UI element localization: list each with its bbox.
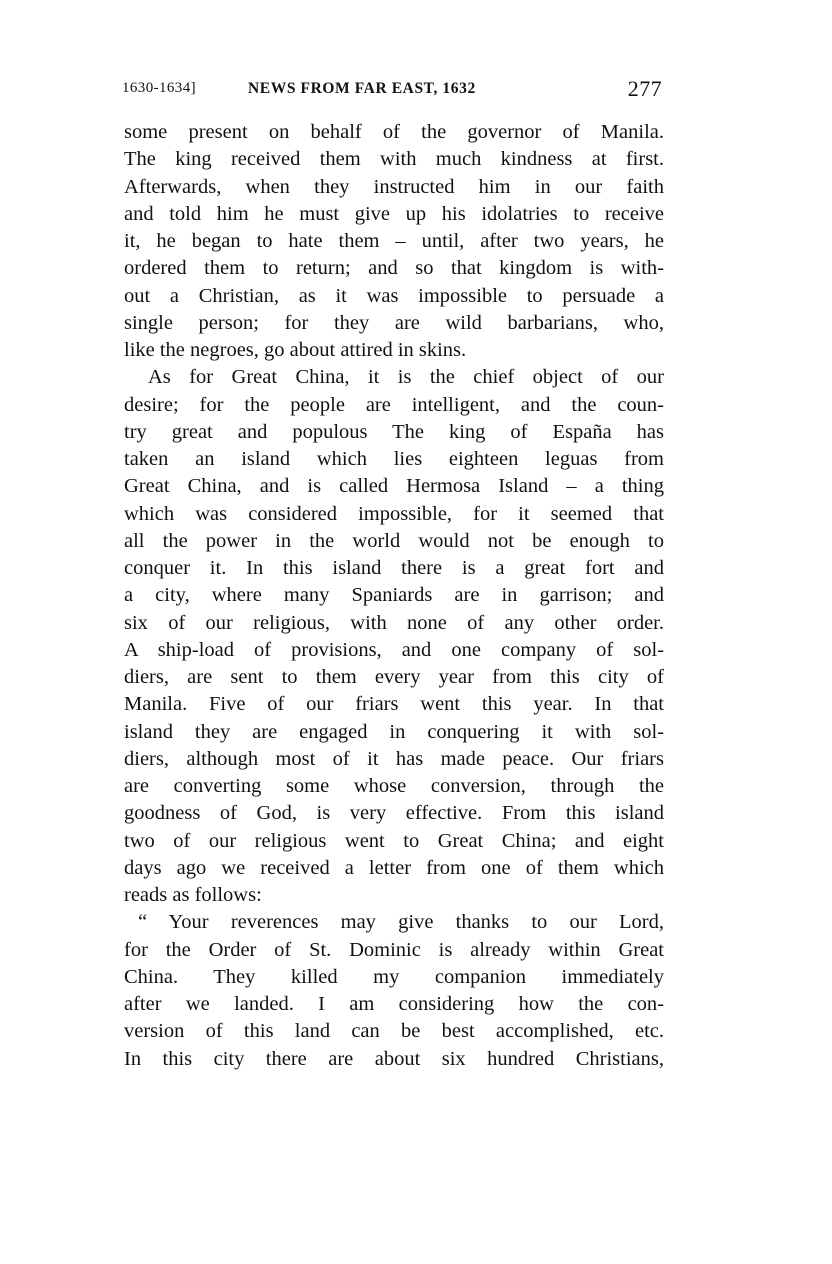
text-line: after we landed. I am considering how the con- bbox=[124, 993, 664, 1015]
text-line: reads as follows: bbox=[124, 884, 262, 906]
text-line: Manila. Five of our friars went this year. In that bbox=[124, 693, 664, 716]
text-line: The king received them with much kindness at first. bbox=[124, 148, 664, 171]
text-line: version of this land can be best accomplished, etc. bbox=[124, 1020, 664, 1043]
text-line: A ship-load of provisions, and one company of sol- bbox=[124, 638, 664, 661]
text-line: which was considered impossible, for it seemed that bbox=[124, 502, 664, 525]
text-line: diers, are sent to them every year from this city of bbox=[124, 666, 664, 688]
running-head bbox=[122, 76, 662, 102]
text-line: six of our religious, with none of any other order. bbox=[124, 611, 664, 634]
text-line: goodness of God, is very effective. From this island bbox=[124, 802, 664, 825]
text-line: and told him he must give up his idolatries to receive bbox=[124, 202, 664, 225]
text-line: desire; for the people are intelligent, and the coun- bbox=[124, 393, 664, 416]
body-text bbox=[124, 119, 664, 1073]
text-line: for the Order of St. Dominic is already within Great bbox=[124, 938, 664, 961]
text-line: try great and populous The king of España has bbox=[124, 420, 664, 443]
text-line: conquer it. In this island there is a great fort and bbox=[124, 557, 664, 579]
text-line: a city, where many Spaniards are in garrison; and bbox=[124, 584, 664, 607]
text-line: days ago we received a letter from one of them which bbox=[124, 856, 664, 879]
text-line: taken an island which lies eighteen leguas from bbox=[124, 448, 664, 470]
text-line: “ Your reverences may give thanks to our Lord, bbox=[138, 911, 664, 934]
text-line: China. They killed my companion immediately bbox=[124, 965, 664, 988]
text-line: some present on behalf of the governor of Manila. bbox=[124, 121, 664, 143]
running-head-title: NEWS FROM FAR EAST, 1632 bbox=[248, 80, 476, 97]
text-line: In this city there are about six hundred Christians, bbox=[124, 1047, 664, 1070]
text-line: are converting some whose conversion, through the bbox=[124, 775, 664, 797]
text-line: like the negroes, go about attired in skins. bbox=[124, 339, 467, 361]
text-line: single person; for they are wild barbarians, who, bbox=[124, 311, 664, 334]
text-line: ordered them to return; and so that kingdom is with- bbox=[124, 257, 664, 280]
text-line: diers, although most of it has made peace. Our friars bbox=[124, 747, 664, 770]
running-head-years: 1630-1634] bbox=[122, 80, 196, 96]
text-line: it, he began to hate them – until, after two years, he bbox=[124, 230, 664, 252]
page-number: 277 bbox=[627, 76, 662, 101]
text-line: island they are engaged in conquering it with sol- bbox=[124, 720, 664, 743]
text-line: out a Christian, as it was impossible to persuade a bbox=[124, 284, 664, 307]
text-line: all the power in the world would not be enough to bbox=[124, 529, 664, 552]
text-line: Afterwards, when they instructed him in our faith bbox=[124, 175, 664, 198]
text-line: As for Great China, it is the chief object of our bbox=[148, 366, 664, 389]
text-line: two of our religious went to Great China; and eight bbox=[124, 829, 664, 852]
text-line: Great China, and is called Hermosa Island – a thing bbox=[124, 475, 664, 498]
